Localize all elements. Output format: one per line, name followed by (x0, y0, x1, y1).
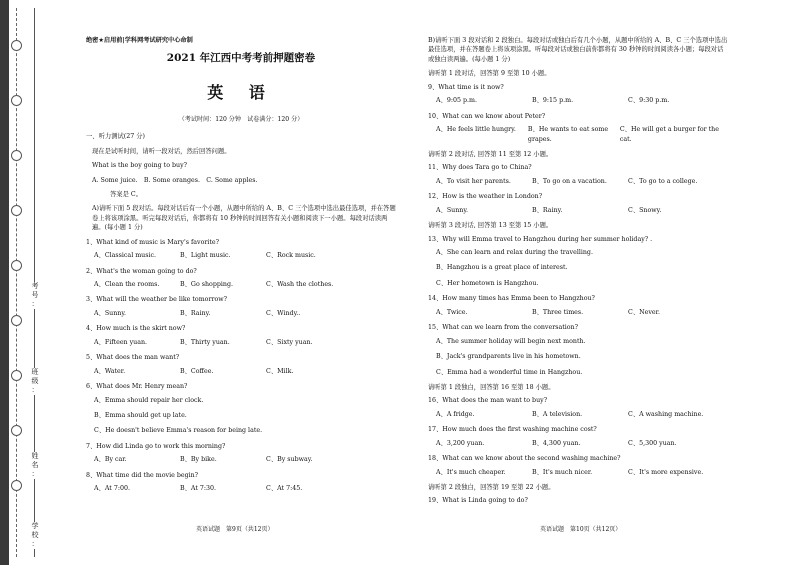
option-a[interactable]: A、Emma should repair her clock. (94, 396, 204, 404)
question-3 (86, 295, 396, 318)
option-a[interactable]: A、Water. (94, 367, 126, 375)
option-b[interactable]: B、It's much nicer. (532, 468, 593, 476)
option-a[interactable]: A、Classical music. (94, 252, 157, 260)
option-b[interactable]: B、To go on a vacation. (532, 177, 607, 185)
part-a-instructions: A)请听下面 5 段对话。每段对话后有一个小题，从题中所给的 A、B、C 三个选项中选出最佳选项，并在答题卷上将该项涂黑。听完每段对话后，你都将有 10 秒钟的时间回答有关小题和阅读下一小题。每段对话读两遍。(每小题 1 分) (92, 205, 396, 232)
question-text: 18、What can we know about the second washing machine? (428, 455, 621, 463)
exam-meta: （考试时间：120 分钟 试卷满分：120 分） (178, 116, 304, 124)
option-c[interactable]: C、To go to a college. (628, 177, 698, 185)
question-5 (86, 353, 396, 376)
question-text: 6、What does Mr. Henry mean? (86, 383, 188, 391)
binding-hole (11, 205, 22, 216)
question-2 (86, 267, 396, 290)
question-8 (86, 471, 396, 494)
question-text: 4、How much is the skirt now? (86, 325, 186, 333)
option-c[interactable]: C、He will get a burger for the cat. (619, 126, 719, 143)
left-page (86, 36, 396, 500)
intro-text: 现在是试听时间，请听一段对话，然后回答问题。 (92, 147, 231, 155)
option-b[interactable]: B、Coffee. (180, 367, 214, 375)
option-b[interactable]: B、9:15 p.m. (532, 97, 574, 105)
example-question: What is the boy going to buy? (92, 162, 188, 170)
question-text: 8、What time did the movie begin? (86, 471, 199, 479)
option-c[interactable]: C、Rock music. (266, 252, 316, 260)
option-a[interactable]: A、9:05 p.m. (436, 97, 477, 105)
example-options: A. Some juice. B. Some oranges. C. Some apples. (92, 176, 258, 184)
exam-number-label: 考 号 ： (29, 282, 41, 309)
option-a[interactable]: A、It's much cheaper. (436, 468, 506, 476)
option-a[interactable]: A、3,200 yuan. (436, 439, 485, 447)
option-a[interactable]: A、At 7:00. (94, 485, 130, 493)
option-b[interactable]: B、He wants to eat some grapes. (527, 126, 609, 143)
question-text: 12、How is the weather in London? (428, 193, 543, 201)
option-b[interactable]: B、Thirty yuan. (180, 338, 230, 346)
binding-hole (11, 425, 22, 436)
option-b[interactable]: B、Rainy. (532, 206, 563, 214)
option-b[interactable]: B、Emma should get up late. (94, 411, 187, 419)
right-footer: 英语试题 第10页（共12页） (540, 526, 622, 533)
option-a[interactable]: A、The summer holiday will begin next month. (436, 337, 586, 345)
question-text: 10、What can we know about Peter? (428, 112, 546, 120)
question-4 (86, 324, 396, 347)
question-text: 1、What kind of music is Mary's favorite? (86, 238, 220, 246)
cut-line (16, 8, 17, 557)
binding-hole (11, 260, 22, 271)
option-a[interactable]: A、A fridge. (436, 410, 475, 418)
option-a[interactable]: A、Clean the rooms. (94, 281, 160, 288)
option-c[interactable]: C、A washing machine. (628, 410, 704, 418)
question-text: 11、Why does Tara go to China? (428, 164, 532, 172)
option-c[interactable]: C、It's more expensive. (628, 468, 704, 476)
question-text: 19、What is Linda going to do? (428, 497, 528, 505)
exam-title: 2021 年江西中考考前押题密卷 (166, 52, 316, 65)
example-answer: 答案是 C。 (110, 190, 143, 198)
question-text: 3、What will the weather be like tomorrow? (86, 296, 228, 304)
binding-hole (11, 370, 22, 381)
question-text: 9、What time is it now? (428, 83, 504, 91)
option-a[interactable]: A、Sunny. (436, 206, 469, 214)
listening-note: 请听第 1 段独白，回答第 16 至第 18 小题。 (428, 383, 555, 391)
option-c[interactable]: C、At 7:45. (266, 485, 303, 493)
option-a[interactable]: A、She can learn and relax during the travelling. (436, 249, 593, 256)
left-footer: 英语试题 第9页（共12页） (196, 526, 274, 533)
question-text: 14、How many times has Emma been to Hangzhou? (428, 295, 595, 303)
question-text: 15、What can we learn from the conversation? (428, 324, 578, 332)
option-c[interactable]: C、Never. (628, 308, 660, 316)
option-c[interactable]: C、5,300 yuan. (628, 439, 677, 447)
option-c[interactable]: C、Wash the clothes. (266, 281, 334, 288)
option-b[interactable]: B、At 7:30. (180, 485, 217, 493)
option-c[interactable]: C、Her hometown is Hangzhou. (436, 279, 539, 287)
option-b[interactable]: B、Light music. (180, 252, 231, 260)
binding-edge (0, 0, 9, 565)
part-b-instructions: B)请听下面 3 段对话和 2 段独白。每段对话或独白后有几个小题，从题中所给的 A、B、C 三个选项中选出最佳选项，并在答题卷上将该项涂黑。听每段对话或独白前你都将有 30 秒钟的时间阅读各小题；每段对话或独白读两遍。(每小题 1 分) (428, 37, 728, 63)
option-a[interactable]: A、To visit her parents. (436, 177, 511, 185)
school-label: 学 校 ： (29, 522, 41, 549)
class-label: 班 级 ： (29, 368, 41, 395)
option-a[interactable]: A、By car. (94, 456, 127, 464)
question-7 (86, 442, 396, 465)
option-c[interactable]: C、Snowy. (628, 206, 662, 214)
option-c[interactable]: C、Emma had a wonderful time in Hangzhou. (436, 368, 583, 376)
header-note: 绝密★启用前|学科网考试研究中心命制 (86, 37, 193, 44)
option-c[interactable]: C、Sixty yuan. (266, 338, 313, 346)
question-text: 13、Why will Emma travel to Hangzhou during her summer holiday? . (428, 235, 653, 243)
question-text: 17、How much does the first washing machine cost? (428, 426, 597, 434)
binding-hole (11, 40, 22, 51)
question-1 (86, 238, 396, 261)
option-b[interactable]: B、A television. (532, 410, 583, 418)
binding-hole (11, 480, 22, 491)
listening-note: 请听第 3 段对话, 回答第 13 至第 15 小题。 (428, 222, 553, 230)
option-b[interactable]: B、Three times. (532, 308, 584, 316)
binding-hole (11, 95, 22, 106)
option-b[interactable]: B、Hangzhou is a great place of interest. (436, 264, 568, 272)
option-b[interactable]: B、Jack's grandparents live in his hometown. (436, 353, 581, 361)
option-a[interactable]: A、Fifteen yuan. (94, 338, 148, 346)
option-b[interactable]: B、Rainy. (180, 309, 211, 317)
option-a[interactable]: A、He feels little hungry. (436, 126, 516, 134)
question-text: 7、How did Linda go to work this morning? (86, 442, 226, 450)
question-text: 16、What does the man want to buy? (428, 397, 548, 405)
listening-note: 请听第 1 段对话，回答第 9 至第 10 小题。 (428, 70, 551, 78)
binding-margin (0, 0, 70, 565)
option-c[interactable]: C、He doesn't believe Emma's reason for being late. (94, 427, 263, 435)
option-b[interactable]: B、By bike. (180, 456, 217, 464)
option-c[interactable]: C、Windy.. (266, 309, 301, 317)
option-c[interactable]: C、9:30 p.m. (628, 97, 670, 105)
binding-hole (11, 150, 22, 161)
option-c[interactable]: C、Milk. (266, 367, 294, 375)
option-b[interactable]: B、Go shopping. (180, 281, 233, 288)
option-c[interactable]: C、By subway. (266, 456, 313, 464)
subject-title: 英 语 (207, 83, 275, 103)
binding-hole (11, 315, 22, 326)
question-6 (86, 382, 396, 436)
section-heading: 一、听力测试(27 分) (86, 133, 146, 141)
listening-note: 请听第 2 段独白，回答第 19 至第 22 小题。 (428, 484, 555, 491)
right-page (428, 36, 728, 510)
question-text: 5、What does the man want? (86, 354, 180, 362)
question-text: 2、What's the woman going to do? (86, 267, 197, 275)
option-a[interactable]: A、Sunny. (94, 309, 127, 317)
option-a[interactable]: A、Twice. (436, 308, 468, 316)
option-b[interactable]: B、4,300 yuan. (532, 439, 581, 447)
name-label: 姓 名 ： (29, 452, 41, 479)
listening-note: 请听第 2 段对话, 回答第 11 至第 12 小题。 (428, 150, 553, 158)
